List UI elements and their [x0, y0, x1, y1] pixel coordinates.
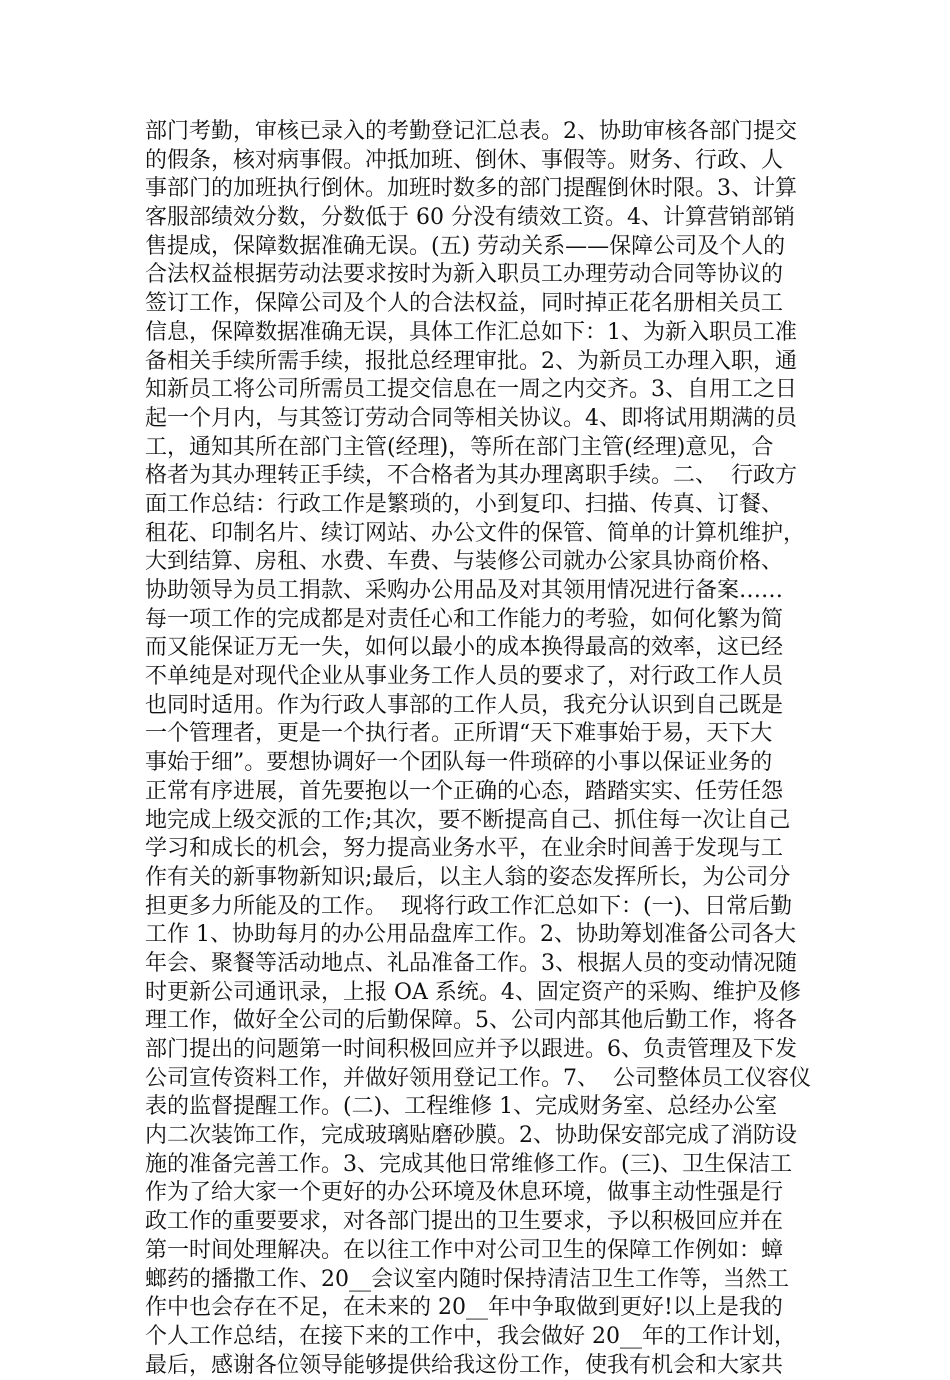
text-line: 格者为其办理转正手续，不合格者为其办理离职手续。二、 行政方 [145, 463, 797, 489]
text-line: 作有关的新事物新知识;最后，以主人翁的姿态发挥所长，为公司分 [145, 864, 791, 890]
text-line: 知新员工将公司所需员工提交信息在一周之内交齐。3、自用工之日 [145, 377, 797, 403]
text-line: 不单纯是对现代企业从事业务工作人员的要求了，对行政工作人员 [145, 664, 784, 690]
text-line: 公司宣传资料工作，并做好领用登记工作。7、 公司整体员工仪容仪 [145, 1065, 811, 1091]
text-line: 租花、印制名片、续订网站、办公文件的保管、简单的计算机维护， [145, 520, 806, 546]
text-line: 签订工作，保障公司及个人的合法权益，同时掉正花名册相关员工 [145, 291, 784, 317]
text-line: 的假条，核对病事假。冲抵加班、倒休、事假等。财务、行政、人 [145, 147, 784, 173]
text-line: 作中也会存在不足，在未来的 20__年中争取做到更好!以上是我的 [145, 1295, 783, 1321]
text-line: 大到结算、房租、水费、车费、与装修公司就办公家具协商价格、 [145, 549, 784, 575]
text-line: 理工作，做好全公司的后勤保障。5、公司内部其他后勤工作，将各 [145, 1008, 797, 1034]
text-line: 备相关手续所需手续，报批总经理审批。2、为新员工办理入职，通 [145, 348, 797, 374]
text-line: 表的监督提醒工作。(二)、工程维修 1、完成财务室、总经办公室 [145, 1094, 778, 1120]
text-line: 售提成，保障数据准确无误。(五) 劳动关系——保障公司及个人的 [145, 233, 786, 259]
text-line: 螂药的播撒工作、20__会议室内随时保持清洁卫生工作等，当然工 [145, 1266, 789, 1292]
text-line: 事部门的加班执行倒休。加班时数多的部门提醒倒休时限。3、计算 [145, 176, 797, 202]
text-line: 政工作的重要要求，对各部门提出的卫生要求，予以积极回应并在 [145, 1209, 784, 1235]
text-line: 正常有序进展，首先要抱以一个正确的心态，踏踏实实、任劳任怨 [145, 778, 784, 804]
text-line: 部门考勤，审核已录入的考勤登记汇总表。2、协助审核各部门提交 [145, 119, 797, 144]
text-line: 第一时间处理解决。在以往工作中对公司卫生的保障工作例如：蟑 [145, 1237, 784, 1263]
text-line: 客服部绩效分数，分数低于 60 分没有绩效工资。4、计算营销部销 [145, 205, 795, 231]
text-line: 一个管理者，更是一个执行者。正所谓“天下难事始于易，天下大 [145, 721, 773, 747]
text-line: 作为了给大家一个更好的办公环境及休息环境，做事主动性强是行 [145, 1180, 784, 1206]
text-line: 每一项工作的完成都是对责任心和工作能力的考验，如何化繁为简 [145, 606, 784, 632]
text-line: 合法权益根据劳动法要求按时为新入职员工办理劳动合同等协议的 [145, 262, 784, 288]
text-line: 而又能保证万无一失，如何以最小的成本换得最高的效率，这已经 [145, 635, 784, 661]
text-line: 事始于细”。要想协调好一个团队每一件琐碎的小事以保证业务的 [145, 750, 773, 776]
text-line: 工，通知其所在部门主管(经理)，等所在部门主管(经理)意见，合 [145, 434, 774, 460]
text-line: 年会、聚餐等活动地点、礼品准备工作。3、根据人员的变动情况随 [145, 950, 797, 976]
text-line: 也同时适用。作为行政人事部的工作人员，我充分认识到自己既是 [145, 692, 784, 718]
text-line: 协助领导为员工捐款、采购办公用品及对其领用情况进行备案…… [145, 578, 784, 603]
text-line: 担更多力所能及的工作。 现将行政工作汇总如下：(一)、日常后勤 [145, 893, 793, 919]
text-line: 面工作总结：行政工作是繁琐的，小到复印、扫描、传真、订餐、 [145, 491, 784, 517]
text-line: 内二次装饰工作，完成玻璃贴磨砂膜。2、协助保安部完成了消防设 [145, 1123, 797, 1149]
text-line: 部门提出的问题第一时间积极回应并予以跟进。6、负责管理及下发 [145, 1037, 797, 1062]
text-line: 信息，保障数据准确无误，具体工作汇总如下：1、为新入职员工准 [145, 319, 797, 345]
text-line: 学习和成长的机会，努力提高业务水平，在业余时间善于发现与工 [145, 836, 784, 862]
text-line: 最后，感谢各位领导能够提供给我这份工作，使我有机会和大家共 [145, 1352, 784, 1378]
text-line: 起一个月内，与其签订劳动合同等相关协议。4、即将试用期满的员 [145, 405, 797, 431]
text-line: 时更新公司通讯录，上报 OA 系统。4、固定资产的采购、维护及修 [145, 979, 801, 1005]
text-line: 工作 1、协助每月的办公用品盘库工作。2、协助筹划准备公司各大 [145, 922, 796, 948]
text-line: 施的准备完善工作。3、完成其他日常维修工作。(三)、卫生保洁工 [145, 1151, 793, 1177]
text-line: 个人工作总结，在接下来的工作中，我会做好 20__年的工作计划， [145, 1323, 796, 1349]
body-text [145, 118, 815, 1380]
text-line: 地完成上级交派的工作;其次，要不断提高自己、抓住每一次让自己 [145, 807, 791, 833]
